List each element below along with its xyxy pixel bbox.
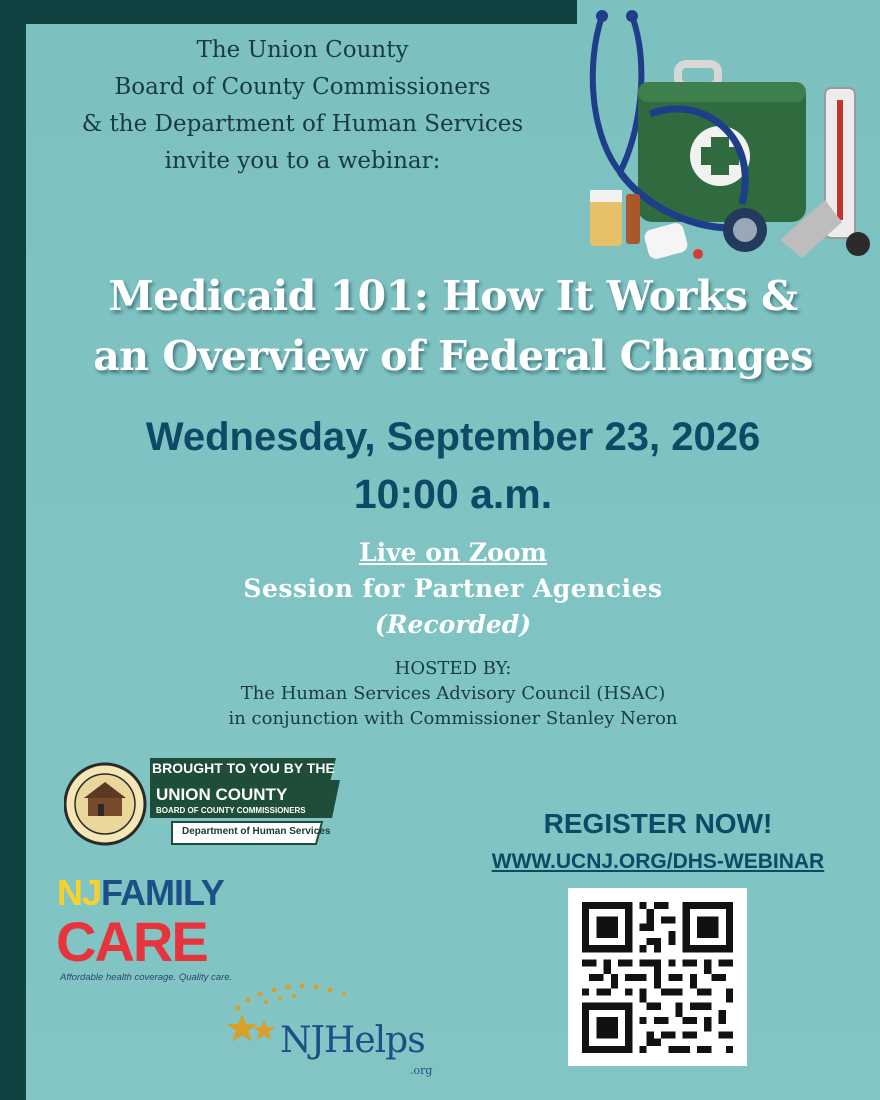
intro-line-2: Board of County Commissioners xyxy=(114,74,491,100)
intro-line-4: invite you to a webinar: xyxy=(164,148,441,174)
session-audience: Session for Partner Agencies xyxy=(243,574,663,603)
register-now-heading: REGISTER NOW! xyxy=(543,808,773,839)
union-county-board: BOARD OF COUNTY COMMISSIONERS xyxy=(156,806,306,815)
medical-kit-icon xyxy=(580,4,875,266)
invitation-text xyxy=(30,32,575,180)
union-county-department: Department of Human Services xyxy=(182,826,331,837)
intro-line-3: & the Department of Human Services xyxy=(81,111,524,137)
njfamilycare-logo-care: CARE xyxy=(56,910,207,973)
hosted-by-block xyxy=(26,656,880,731)
njhelps-suffix: .org xyxy=(410,1064,433,1077)
njhelps-name: NJHelps xyxy=(280,1020,425,1061)
njfamilycare-logo-top xyxy=(57,872,224,914)
njfc-nj: NJ xyxy=(57,872,102,913)
conjunction-line: in conjunction with Commissioner Stanley Neron xyxy=(228,708,678,729)
title-line-2: an Overview of Federal Changes xyxy=(93,332,813,380)
union-county-name: UNION COUNTY xyxy=(156,785,288,804)
njfc-family: FAMILY xyxy=(101,872,224,913)
host-name: The Human Services Advisory Council (HSAC) xyxy=(240,683,666,704)
brought-to-you-label: BROUGHT TO YOU BY THE xyxy=(152,760,335,776)
recorded-note: (Recorded) xyxy=(374,610,532,639)
top-accent-bar xyxy=(0,0,577,24)
qr-code-icon[interactable] xyxy=(568,888,747,1066)
event-date: Wednesday, September 23, 2026 xyxy=(145,415,761,459)
zoom-link[interactable]: Live on Zoom xyxy=(359,538,547,567)
title-line-1: Medicaid 101: How It Works & xyxy=(108,272,798,320)
webinar-title xyxy=(26,266,880,386)
event-time: 10:00 a.m. xyxy=(353,471,553,517)
njfamilycare-tagline: Affordable health coverage. Quality care. xyxy=(60,972,233,983)
hosted-label: HOSTED BY: xyxy=(394,658,512,679)
registration-url-link[interactable]: WWW.UCNJ.ORG/DHS-WEBINAR xyxy=(491,850,825,873)
intro-line-1: The Union County xyxy=(196,37,409,63)
left-accent-bar xyxy=(0,0,26,1100)
